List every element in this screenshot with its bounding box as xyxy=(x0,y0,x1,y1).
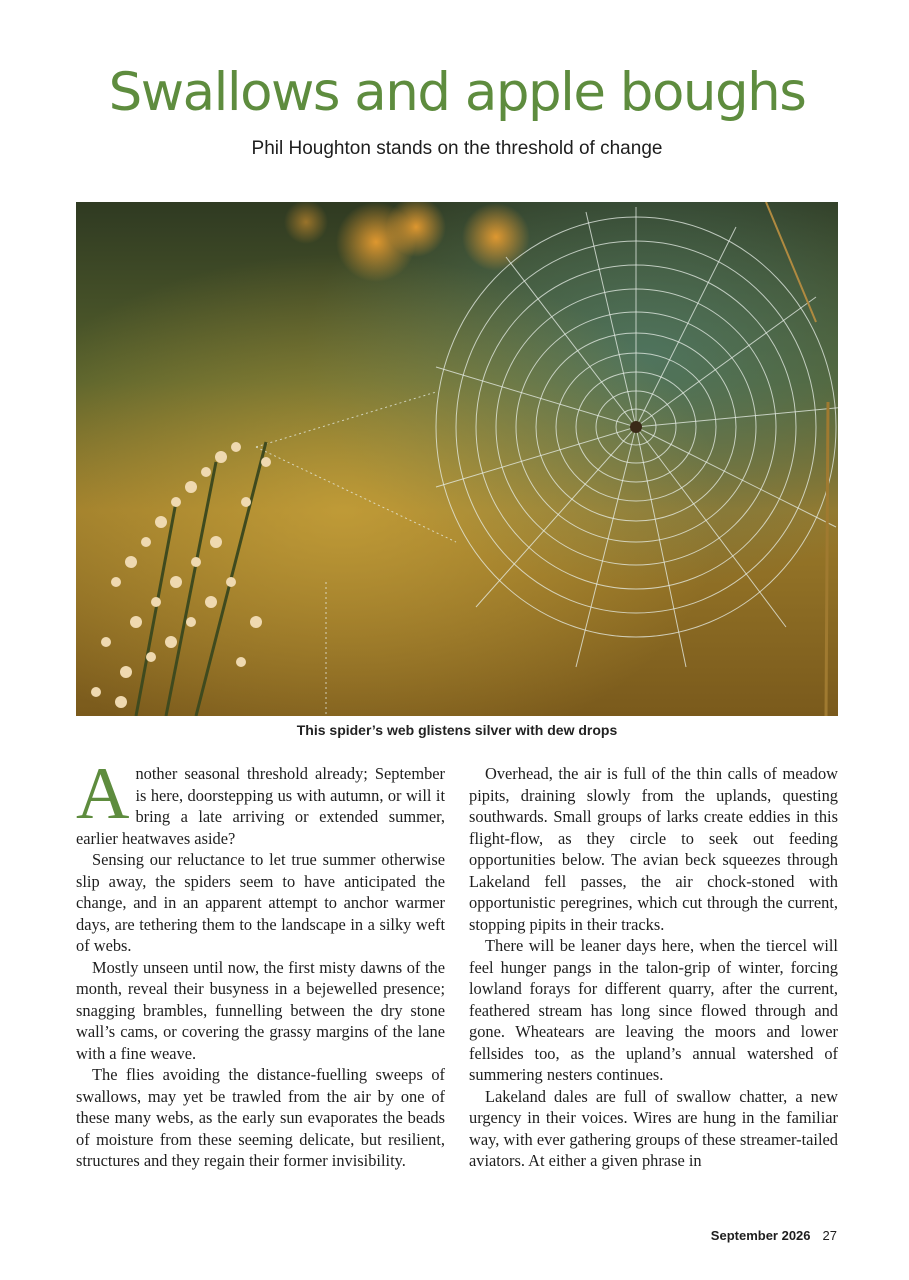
spider xyxy=(630,421,642,433)
page-footer xyxy=(711,1228,837,1243)
page-number: 27 xyxy=(822,1228,837,1243)
paragraph: The flies avoiding the distance-fuelling sweeps of swallows, may yet be trawled from the air by one of these many webs, as the early sun evaporates the beads of moisture from these seeming delicate, but resilient, structures and they regain their former invisibility. xyxy=(76,1065,445,1170)
article-subtitle: Phil Houghton stands on the threshold of change xyxy=(251,138,663,159)
issue-date: September 2026 xyxy=(710,1228,811,1243)
paragraph: Mostly unseen until now, the first misty dawns of the month, reveal their busyness in a bejewelled presence; snagging brambles, funnelling between the dry stone wall’s cams, or covering the grassy margins of the lane with a fine weave. xyxy=(76,957,445,1063)
drop-cap: A xyxy=(76,753,130,835)
article-title: Swallows and apple boughs xyxy=(108,62,806,123)
paragraph: Sensing our reluctance to let true summer otherwise slip away, the spiders seem to have anticipated the change, and in an apparent attempt to anchor warmer days, are tethering them to the landscape in a silky weft of webs. xyxy=(76,850,445,955)
spider-web-photo xyxy=(76,202,838,716)
photo-caption: This spider’s web glistens silver with dew drops xyxy=(296,722,618,738)
paragraph: Lakeland dales are full of swallow chatter, a new urgency in their voices. Wires are hung in the familiar way, with ever gathering groups of these streamer-tailed aviators. At either a given phrase in xyxy=(469,1086,838,1170)
paragraph: There will be leaner days here, when the tiercel will feel hunger pangs in the talon-grip of winter, forcing lowland forays for different quarry, after the current, feathered stream has long since flowed through and gone. Wheatears are leaving the moors and lower fellsides too, as the upland’s annual watershed of summering nesters continues. xyxy=(469,936,838,1084)
article-column-right xyxy=(469,763,838,1172)
paragraph: Overhead, the air is full of the thin calls of meadow pipits, draining slowly from the uplands, questing southwards. Small groups of larks create eddies in this flight-flow, as they circle to seek out feeding opportunities below. The avian beck squeezes through Lakeland fell passes, the air chock-stoned with opportunistic peregrines, which cut through the current, stopping pipits in their tracks. xyxy=(469,764,838,934)
article-column-left xyxy=(76,753,445,1172)
paragraph: Another seasonal threshold already; September is here, doorstepping us with autumn, or will it bring a late arriving or extended summer, earlier heatwaves aside? xyxy=(76,753,445,848)
